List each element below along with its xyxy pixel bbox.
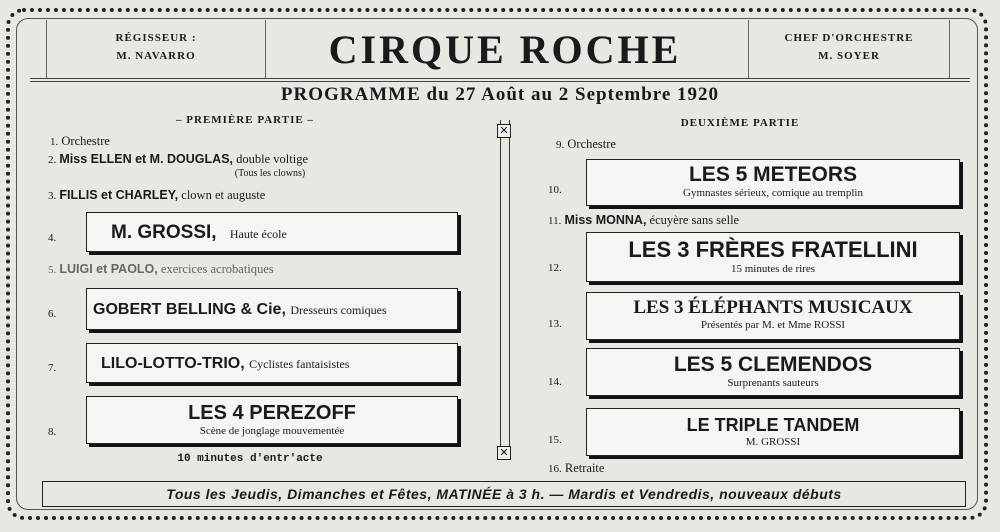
act-box: M. GROSSI, Haute école <box>86 212 458 252</box>
list-item: 11. Miss MONNA, écuyère sans selle <box>548 213 740 227</box>
list-item: 1. Orchestre <box>50 134 110 148</box>
act-box: GOBERT BELLING & Cie, Dresseurs comiques <box>86 288 458 330</box>
regisseur-name: M. NAVARRO <box>116 50 196 62</box>
item-number: 8. <box>48 426 57 438</box>
intermission-note: 10 minutes d'entr'acte <box>177 453 323 465</box>
header-rule <box>30 78 970 79</box>
list-item: 16. Retraite <box>548 461 605 475</box>
header-left-box <box>46 20 266 78</box>
ornament-bottom: ✕ <box>497 446 511 460</box>
header-rule-2 <box>30 81 970 82</box>
item-number: 10. <box>548 184 562 196</box>
item-number: 4. <box>48 232 57 244</box>
list-item: 9. Orchestre <box>556 137 616 151</box>
header-right-box <box>748 20 950 78</box>
programme-dates: PROGRAMME du 27 Août au 2 Septembre 1920 <box>280 84 720 105</box>
second-part-heading: DEUXIÈME PARTIE <box>680 117 800 129</box>
item-subtitle: (Tous les clowns) <box>234 168 306 179</box>
item-number: 14. <box>548 376 562 388</box>
act-box: LES 4 PEREZOFF Scène de jonglage mouvementée <box>86 396 458 444</box>
chef-orchestre-name: M. SOYER <box>818 50 880 62</box>
list-item: 2. Miss ELLEN et M. DOUGLAS, double voltige <box>48 152 309 166</box>
item-number: 13. <box>548 318 562 330</box>
act-box: LES 5 CLEMENDOS Surprenants sauteurs <box>586 348 960 396</box>
ornament-top: ✕ <box>497 124 511 138</box>
act-box: LES 5 METEORS Gymnastes sérieux, comique au tremplin <box>586 159 960 206</box>
act-box: LES 3 ÉLÉPHANTS MUSICAUX Présentés par M. et Mme ROSSI <box>586 292 960 340</box>
act-box: LE TRIPLE TANDEM M. GROSSI <box>586 408 960 456</box>
list-item: 3. FILLIS et CHARLEY, clown et auguste <box>48 188 266 202</box>
act-box: LILO-LOTTO-TRIO, Cyclistes fantaisistes <box>86 343 458 383</box>
page-title: CIRQUE ROCHE <box>328 27 682 72</box>
item-number: 12. <box>548 262 562 274</box>
first-part-heading: – PREMIÈRE PARTIE – <box>176 114 314 126</box>
footer-schedule: Tous les Jeudis, Dimanches et Fêtes, MATINÉE à 3 h. — Mardis et Vendredis, nouveaux débuts <box>42 481 966 507</box>
item-number: 15. <box>548 434 562 446</box>
chef-orchestre-label: CHEF D'ORCHESTRE <box>784 32 914 44</box>
item-number: 6. <box>48 308 57 320</box>
list-item: 5. LUIGI et PAOLO, exercices acrobatiques <box>48 262 274 276</box>
regisseur-label: RÉGISSEUR : <box>115 32 197 44</box>
act-box: LES 3 FRÈRES FRATELLINI 15 minutes de rires <box>586 232 960 282</box>
center-divider <box>500 120 510 460</box>
item-number: 7. <box>48 362 57 374</box>
